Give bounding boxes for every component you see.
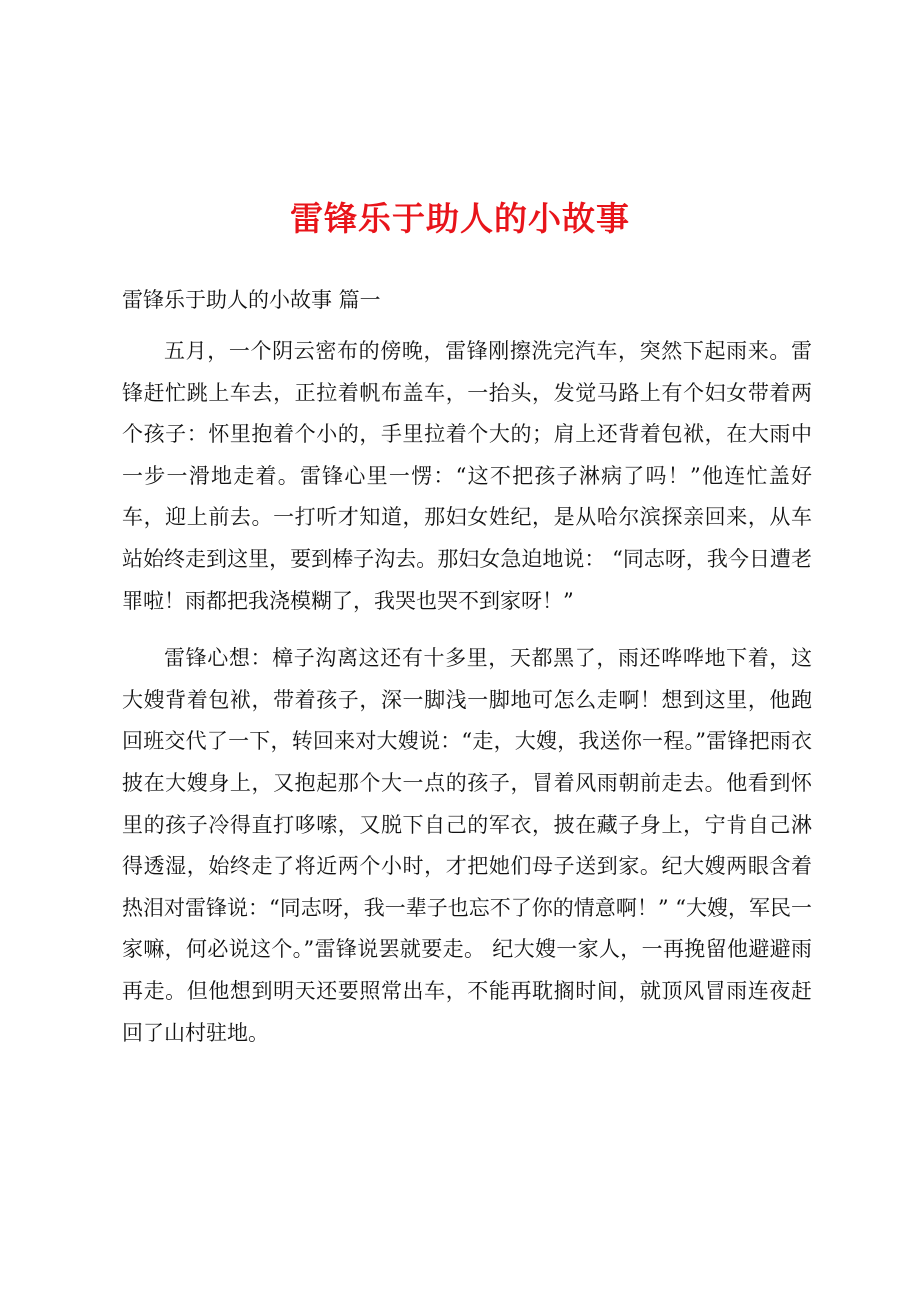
paragraph-1: 五月，一个阴云密布的傍晚，雷锋刚擦洗完汽车，突然下起雨来。雷锋赶忙跳上车去，正拉着帆布盖车，一抬头，发觉马路上有个妇女带着两个孩子：怀里抱着个小的，手里拉着个大的；肩上还背着包袱，在大雨中一步一滑地走着。雷锋心里一愣：“这不把孩子淋病了吗！”他连忙盖好车，迎上前去。一打听才知道，那妇女姓纪，是从哈尔滨探亲回来，从车站始终走到这里，要到棒子沟去。那妇女急迫地说： “同志呀，我今日遭老罪啦！雨都把我浇模糊了，我哭也哭不到家呀！” <box>122 339 812 613</box>
paragraph-2: 雷锋心想：樟子沟离这还有十多里，天都黑了，雨还哗哗地下着，这大嫂背着包袱，带着孩子，深一脚浅一脚地可怎么走啊！想到这里，他跑回班交代了一下，转回来对大嫂说：“走，大嫂，我送你一程。”雷锋把雨衣披在大嫂身上，又抱起那个大一点的孩子，冒着风雨朝前走去。他看到怀里的孩子冷得直打哆嗦，又脱下自己的军衣，披在藏子身上，宁肯自己淋得透湿，始终走了将近两个小时，才把她们母子送到家。纪大嫂两眼含着热泪对雷锋说：“同志呀，我一辈子也忘不了你的情意啊！” “大嫂，军民一家嘛，何必说这个。”雷锋说罢就要走。 纪大嫂一家人，一再挽留他避避雨再走。但他想到明天还要照常出车，不能再耽搁时间，就顶风冒雨连夜赶回了山村驻地。 <box>122 646 812 1045</box>
section-heading: 雷锋乐于助人的小故事 篇一 <box>122 288 381 312</box>
page-title: 雷锋乐于助人的小故事 <box>290 199 630 238</box>
document-body <box>122 280 812 1054</box>
